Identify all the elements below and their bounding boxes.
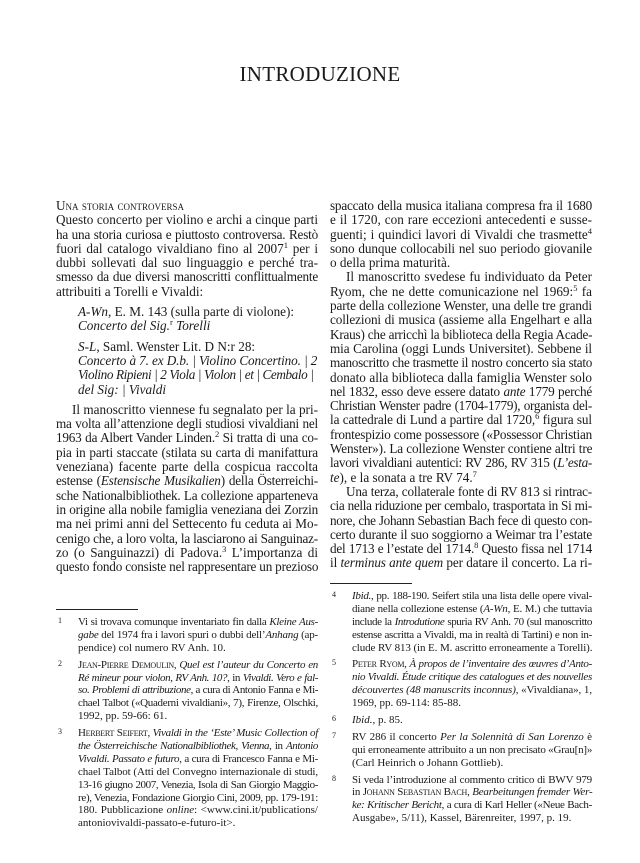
italic-segment: ke: Kritischer Bericht	[352, 799, 442, 812]
right-column	[330, 199, 592, 571]
text-segment: antoniovivaldi-passato-e-futuro-it>.	[78, 817, 236, 830]
text-segment: nel 1832, esso deve essere datato	[330, 383, 504, 399]
text-segment: è	[583, 730, 592, 743]
text-line	[330, 468, 592, 485]
text-line	[78, 368, 318, 382]
text-line	[352, 697, 592, 710]
text-line	[330, 299, 592, 313]
text-segment: RV 286 il concerto	[352, 730, 441, 743]
text-segment: nore, che Johann Sebastian Bach fece di questo con-	[330, 512, 592, 528]
text-segment: ma volta all’attenzione degli studiosi vivaldiani nel	[56, 416, 318, 432]
text-line	[78, 727, 318, 740]
text-segment: sono dunque collocabili nel suo periodo giovanile	[330, 240, 592, 256]
text-line	[352, 774, 592, 787]
text-segment: frontespizio come possessore («Possessor Christian	[330, 426, 592, 442]
text-line	[78, 642, 318, 655]
text-line	[78, 629, 318, 642]
text-line	[352, 744, 592, 757]
text-line	[56, 474, 318, 488]
text-line	[78, 684, 318, 697]
text-segment: estense (	[56, 473, 101, 489]
text-line	[78, 753, 318, 766]
text-segment: smesso da due diversi manoscritti conflittualmente	[56, 269, 318, 285]
text-line	[78, 740, 318, 753]
italic-segment: Kleine Aus-	[269, 616, 318, 628]
text-segment: 1779 perché	[525, 383, 592, 399]
text-segment: Christian Wenster padre (1704-1779), organista del-	[330, 398, 592, 414]
text-segment: ), e la sonata a tre RV 74.	[339, 469, 473, 485]
paragraph	[330, 485, 592, 571]
text-line	[330, 456, 592, 470]
footnote-number: 8	[332, 773, 336, 783]
footnote-reference: 2	[214, 429, 219, 440]
footnote	[330, 590, 592, 654]
italic-segment: Introdutione	[394, 615, 445, 628]
text-segment: , Saml. Wenster Lit. D N:r 28:	[96, 338, 256, 354]
text-segment: collezioni di musica (assieme alla Engelhart e alla	[330, 312, 592, 328]
text-line	[330, 225, 592, 242]
italic-segment: Estensische Musikalien	[100, 473, 221, 489]
text-line	[330, 556, 592, 570]
text-line	[330, 413, 592, 427]
italic-segment: Vivaldi. Vero e fal-	[242, 671, 318, 684]
footnote-reference: 6	[535, 411, 540, 422]
text-line	[56, 256, 318, 270]
text-segment: Wenster»). La collezione Wenster contiene altri tre	[330, 441, 593, 457]
footnote-reference: 4	[587, 225, 592, 236]
paragraph	[56, 213, 318, 299]
text-segment: ma nei primi anni del Settecento fu ceduta ai Mo-	[56, 516, 318, 532]
footnote-reference: 7	[472, 468, 477, 479]
footnote	[56, 616, 318, 655]
text-segment: , p. 85.	[372, 714, 403, 727]
text-line	[330, 442, 592, 456]
text-segment: fuori dal catalogo vivaldiano fino al 2007	[56, 240, 284, 256]
text-segment: Kraus) che arricchì la biblioteca della Regia Acade-	[330, 326, 593, 342]
text-segment: Vi si trovava comunque inventariato fin dalla	[78, 616, 270, 628]
block-quote	[56, 340, 318, 397]
left-column	[56, 199, 318, 574]
small-caps-segment: Peter Ryom	[352, 658, 405, 671]
italic-segment: Vivaldi. Passato e futuro	[78, 752, 180, 765]
text-segment: figura sul	[539, 412, 592, 428]
italic-segment: Ré mineur pour violon, RV Anh. 10?	[78, 671, 228, 684]
text-line	[352, 684, 592, 697]
text-line	[56, 543, 318, 560]
text-line	[330, 342, 592, 356]
text-segment: manoscritto che trasmette il nostro concerto sia stato	[330, 355, 592, 371]
text-segment: parte della collezione Wenster, una delle tre grandi	[330, 298, 592, 314]
block-quote	[56, 305, 318, 334]
text-segment: , a cura di Antonio Fanna e Mi-	[190, 684, 318, 697]
italic-segment: gabe	[78, 628, 99, 641]
text-segment: ,	[173, 658, 180, 671]
text-segment: 1992, pp. 59-66: 61.	[78, 710, 168, 723]
italic-segment: ante	[503, 383, 526, 399]
italic-segment: Quel est l’auteur du Concerto en	[179, 658, 318, 671]
text-segment: 1969, pp. 69-114: 85-88.	[352, 697, 461, 710]
italic-segment: Violino Ripieni | 2 Viola | Violon | et | Cembalo |	[78, 367, 314, 383]
text-segment: : <www.cini.it/publications/	[194, 804, 318, 817]
text-line	[78, 779, 318, 792]
text-line	[352, 603, 592, 616]
text-segment: spaccato della musica italiana compresa fra il 1680	[330, 198, 592, 213]
footnote	[330, 714, 592, 727]
text-line	[330, 282, 593, 299]
footnote-reference: 1	[283, 239, 288, 250]
text-line	[352, 642, 592, 655]
text-line	[56, 431, 318, 445]
text-line	[78, 672, 318, 685]
text-segment: , E. M.) che tuttavia	[507, 602, 592, 615]
footnote-number: 2	[58, 658, 62, 668]
text-line	[56, 239, 318, 256]
footnote-number: 4	[332, 590, 336, 599]
text-line	[330, 256, 592, 270]
text-line	[330, 542, 592, 556]
small-caps-segment: Johann Sebastian Bach	[362, 786, 468, 799]
footnote	[56, 659, 318, 723]
text-line	[56, 270, 318, 284]
italic-segment: te	[330, 469, 340, 485]
text-segment: Il manoscritto svedese fu individuato da Peter	[346, 269, 592, 285]
text-segment: qui erroneamente attribuito a un non precisato «Grau[n]»	[352, 743, 593, 756]
right-column-body	[330, 199, 592, 571]
text-line	[330, 499, 592, 513]
footnote-number: 5	[332, 658, 336, 668]
text-segment: ,	[467, 786, 473, 799]
text-segment: zo (o Sanguinazzi) di Padova.	[56, 544, 223, 560]
text-segment: attribuiti a Torelli e Vivaldi:	[56, 283, 204, 299]
text-segment: ) della Österreichi-	[220, 473, 318, 489]
text-segment: , pp. 188-190. Seifert stila una lista delle opere vival-	[370, 590, 592, 602]
text-line	[330, 242, 592, 256]
text-segment: , in	[227, 671, 243, 684]
text-segment: diane nella collezione estense (	[352, 602, 484, 615]
text-segment: re), Venezia, Fondazione Giorgio Cini, 2009, pp. 179-191:	[78, 791, 318, 804]
text-line	[330, 371, 592, 385]
text-line	[352, 616, 592, 629]
text-segment: dubbi sollevati dal suo linguaggio e perché tra-	[56, 255, 318, 271]
footnotes-left	[56, 616, 318, 834]
italic-segment: Ibid.	[352, 714, 373, 727]
text-segment: 13-16 giugno 2007, Venezia, Isola di San Giorgio Maggio-	[78, 778, 318, 791]
footnote	[330, 774, 592, 826]
italic-segment: Concerto à 7. ex D.b. | Violino Concertino. | 2	[78, 352, 318, 368]
italic-segment: A-Wn	[483, 602, 508, 615]
text-line	[330, 313, 592, 327]
text-segment: o della prima maturità.	[330, 255, 451, 271]
text-line	[78, 354, 318, 368]
text-segment: Si tratta di una co-	[219, 430, 319, 446]
small-caps-segment: Jean-Pierre Demoulin	[78, 658, 174, 671]
text-line	[330, 428, 592, 442]
italic-segment: Per la Solennità di San Lorenzo	[440, 730, 584, 743]
text-segment: ha una storia curiosa e piuttosto controversa. Restò	[56, 226, 318, 242]
text-segment: ,	[147, 727, 153, 740]
text-line	[352, 757, 592, 770]
text-segment: mia Carolina (oggi Lunds Universitet). Sebbene il	[330, 340, 592, 356]
text-segment: cenigo che, a loro volta, la lasciarono ai Sanguinaz-	[56, 530, 318, 546]
text-segment: (Carl Heinrich o Johann Gottlieb).	[352, 756, 504, 769]
text-line	[78, 319, 318, 333]
text-segment: chael Talbot (Atti del Convegno internazionale di studi,	[78, 765, 318, 778]
footnote-number: 3	[58, 727, 62, 737]
text-segment: per i	[287, 240, 318, 256]
footnote-number: 1	[58, 616, 62, 625]
italic-segment: del Sig: | Vivaldi	[78, 381, 166, 397]
text-line	[78, 659, 318, 672]
paragraph	[330, 270, 592, 484]
text-segment: , «Vivaldiana», 1,	[515, 684, 592, 697]
text-segment: fa	[577, 283, 593, 299]
italic-segment: Torelli	[172, 318, 211, 334]
text-line	[330, 328, 592, 342]
text-segment: Questo fissa nel 1714	[478, 541, 592, 557]
text-segment: include la	[352, 615, 395, 628]
text-segment: spuria RV Anh. 70 (sul manoscritto	[444, 615, 592, 628]
text-segment: per datare il concerto. La ri-	[443, 555, 592, 571]
paragraph	[56, 403, 318, 575]
footnote	[56, 727, 318, 830]
text-line	[330, 213, 592, 227]
text-line	[56, 532, 318, 546]
text-line	[56, 460, 318, 474]
text-segment: Ryom, che ne dette comunicazione nel 1969:	[330, 283, 574, 299]
italic-segment: découvertes (48 manuscrits inconnus)	[352, 684, 516, 697]
text-segment: del 1974 fra i lavori spuri o dubbi dell’	[98, 628, 266, 641]
text-line	[56, 285, 318, 299]
text-segment: donato alla biblioteca dalla famiglia Wenster solo	[330, 369, 592, 385]
italic-segment: terminus ante quem	[340, 555, 443, 571]
text-line	[78, 804, 318, 817]
italic-segment: nio Vivaldi. Étude critique des catalogues et des nouvelles	[352, 671, 592, 684]
paragraph	[330, 199, 592, 270]
text-line	[78, 340, 318, 354]
text-line	[352, 731, 592, 744]
text-segment: pia in parti staccate (stilata su carta di manifattura	[56, 444, 318, 460]
footnote-rule-left	[56, 609, 138, 610]
italic-segment: Concerto del Sig.	[78, 318, 170, 334]
text-segment: , E. M. 143 (sulla parte di violone):	[108, 304, 295, 320]
text-line	[78, 383, 318, 397]
text-line	[330, 356, 592, 370]
left-column-body	[56, 213, 318, 574]
text-line	[352, 714, 592, 727]
text-line	[78, 616, 318, 629]
footnote-reference: 8	[474, 540, 479, 551]
italic-segment: Antonio	[285, 740, 318, 753]
text-line	[330, 385, 592, 399]
text-line	[78, 697, 318, 710]
text-line	[330, 485, 592, 499]
text-segment: 1963 da Albert Vander Linden.	[56, 430, 215, 446]
text-segment: Il manoscritto viennese fu segnalato per la pri-	[72, 401, 318, 417]
text-segment: cia nella riduzione per cembalo, trasportata in Si mi-	[330, 498, 592, 514]
text-segment: estense ascritta a Vivaldi, ma in realtà di Tartini) e non in-	[352, 628, 592, 641]
text-segment: del 1713 e l’estate del 1714.	[330, 541, 475, 557]
text-line	[330, 528, 592, 542]
italic-segment: so. Problemi di attribuzione	[78, 684, 191, 697]
text-line	[352, 812, 592, 825]
italic-segment: A-Wn	[78, 304, 109, 320]
text-line	[56, 403, 318, 417]
italic-segment: Anhang	[265, 628, 299, 641]
footnote-reference: 3	[222, 543, 227, 554]
small-caps-segment: Herbert Seifert	[78, 727, 148, 740]
text-line	[78, 792, 318, 805]
text-line	[56, 503, 318, 517]
text-segment: 180. Pubblicazione	[78, 804, 167, 817]
text-line	[78, 710, 318, 723]
text-segment: ,	[404, 658, 410, 671]
text-segment: , a cura di Karl Heller («Neue Bach-	[441, 799, 592, 812]
text-line	[352, 658, 592, 671]
text-line	[330, 199, 592, 213]
text-line	[352, 786, 592, 799]
text-segment: e il 1720, con rare eccezioni antecedenti e susse-	[330, 212, 592, 228]
italic-segment: Ibid.	[352, 590, 371, 602]
text-line	[352, 671, 592, 684]
footnote	[330, 731, 592, 770]
italic-segment: À propos de l’inventaire des œuvres d’Anto-	[409, 658, 592, 671]
text-segment: veneziana) facente parte della cospicua raccolta	[56, 459, 318, 475]
page-title: INTRODUZIONE	[239, 62, 401, 86]
italic-segment: Bearbeitungen fremder Wer-	[472, 786, 593, 799]
text-segment: pendice) col numero RV Anh. 10.	[78, 641, 226, 654]
italic-segment: L’esta-	[557, 455, 592, 471]
text-line	[78, 817, 318, 830]
text-line	[56, 228, 318, 242]
text-segment: chael Talbot («Quaderni vivaldiani», 7), Firenze, Olschki,	[78, 697, 318, 710]
section-heading: Una storia controversa	[56, 198, 184, 213]
italic-segment: S-L	[78, 338, 97, 354]
footnote-number: 7	[332, 730, 336, 740]
text-line	[56, 446, 318, 460]
italic-segment: Vivaldi in the ‘Este’ Music Collection of	[152, 727, 318, 740]
text-segment: Ausgabe», 5/11), Kassel, Bärenreiter, 1997, p. 19.	[352, 812, 572, 825]
text-segment: la cattedrale di Lund a partire dal 1720,	[330, 412, 536, 428]
text-line	[56, 560, 318, 574]
text-segment: , in	[269, 740, 286, 753]
text-segment: il	[330, 555, 341, 571]
footnote-number: 6	[332, 714, 336, 724]
text-segment: lavori vivaldiani autentici: RV 286, RV 315 (	[330, 455, 558, 471]
text-line	[352, 629, 592, 642]
text-segment: guenti; i quindici lavori di Vivaldi che trasmette	[330, 226, 588, 242]
text-line	[330, 270, 592, 284]
text-line	[352, 590, 592, 603]
text-line	[56, 517, 318, 531]
footnote-reference: 5	[573, 282, 578, 293]
text-segment: in origine alla nobile famiglia veneziana dei Zorzin	[56, 501, 318, 517]
text-segment: Una terza, collaterale fonte di RV 813 si rintrac-	[346, 483, 592, 499]
footnote-rule-right	[330, 583, 412, 584]
text-segment: (ap-	[298, 628, 318, 641]
text-line	[78, 766, 318, 779]
italic-segment: the Österreichische Nationalbibliothek, Vienna	[78, 740, 270, 753]
text-segment: Si veda l’introduzione al commento critico di BWV 979	[352, 773, 592, 786]
text-segment: L’importanza di	[226, 544, 318, 560]
text-segment: clude RV 813 (in E. M. ascritto erroneamente a Torelli).	[352, 641, 593, 654]
text-line	[352, 799, 592, 812]
text-segment: Questo concerto per violino e archi a cinque parti	[56, 212, 318, 228]
italic-segment: online	[166, 804, 195, 817]
footnotes-right	[330, 590, 592, 829]
footnote-reference: r	[169, 317, 173, 328]
text-line	[56, 213, 318, 227]
text-segment: sche Nationalbibliothek. La collezione apparteneva	[56, 487, 318, 503]
text-segment: , a cura di Francesco Fanna e Mi-	[179, 752, 318, 765]
text-line	[330, 514, 592, 528]
text-segment: in	[352, 786, 363, 799]
text-segment: certo durante il suo soggiorno a Weimar tra l’estate	[330, 526, 592, 542]
footnote	[330, 658, 592, 710]
text-segment: questo fondo consiste nel rappresentare un prezioso	[56, 559, 319, 575]
text-line	[56, 489, 318, 503]
